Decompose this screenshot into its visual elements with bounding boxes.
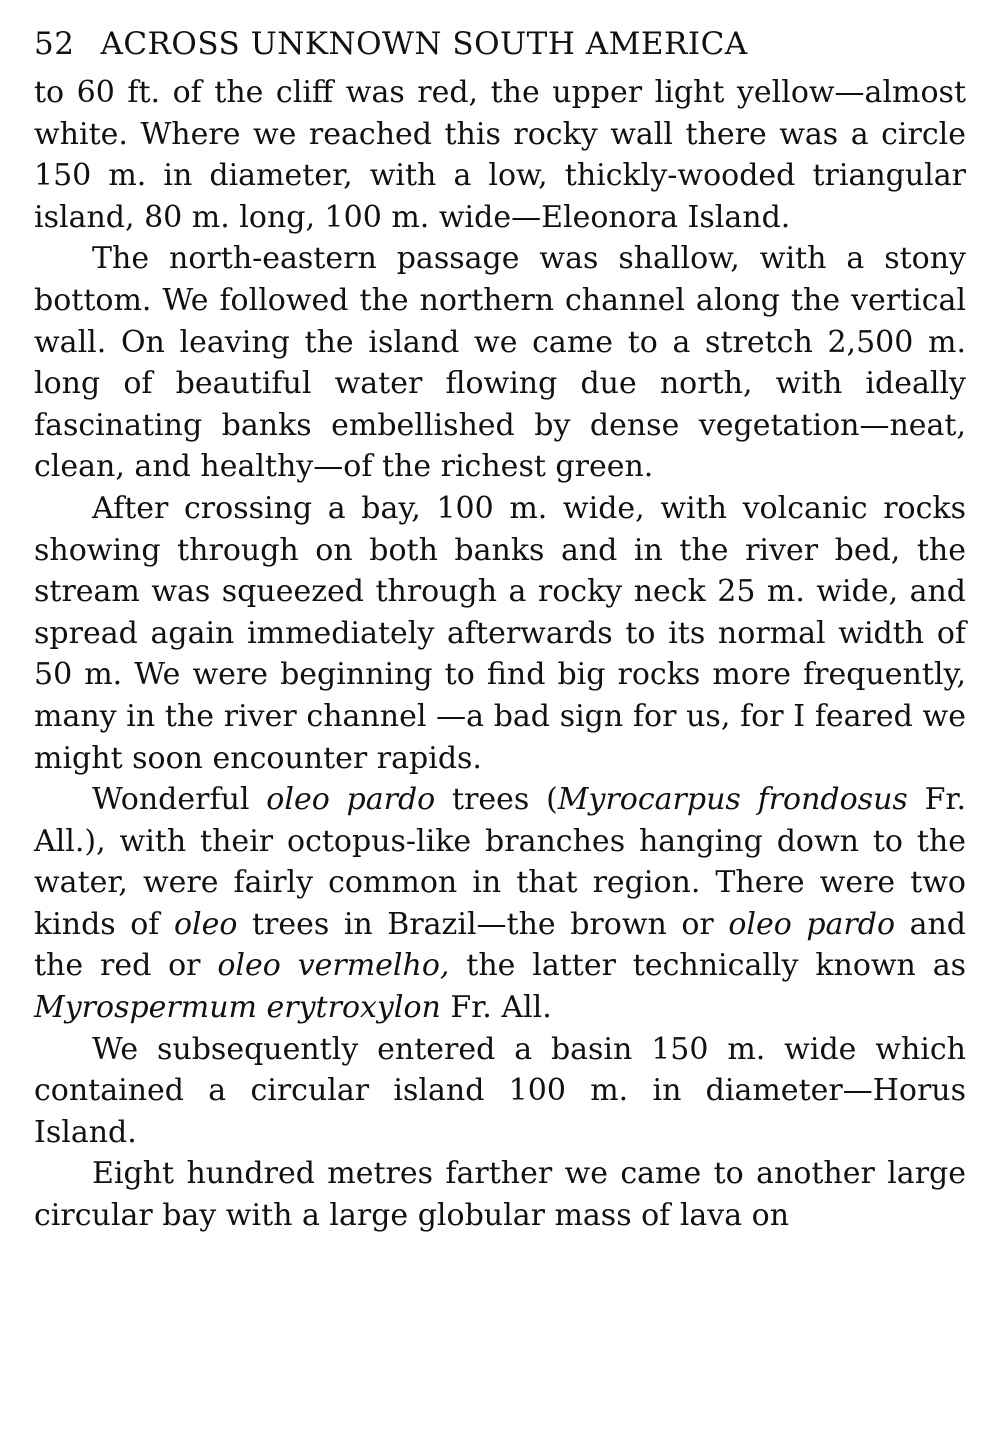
italic-text: Myrocarpus frondosus bbox=[557, 782, 908, 818]
text-run: and the red or bbox=[34, 906, 967, 984]
running-head bbox=[34, 22, 966, 66]
text-run: to 60 ft. of the cliff was red, the upper light yellow—almost white. Where we reached this rocky wall there was a circle 150 m. in diameter, with a low, thickly-wooded triangular island, 80 m. long, 100 m. wide—Eleonora Island. bbox=[34, 75, 966, 235]
paragraph bbox=[34, 1153, 966, 1236]
text-run: trees ( bbox=[435, 782, 558, 818]
text-run: Wonderful bbox=[92, 782, 267, 818]
paragraph bbox=[34, 238, 966, 488]
italic-text: oleo vermelho, bbox=[217, 948, 450, 984]
text-run: After crossing a bay, 100 m. wide, with volcanic rocks showing through on both banks and in the river bed, the stream was squeezed through a rocky neck 25 m. wide, and spread again immediately afterwards to its normal width of 50 m. We were beginning to find big rocks more frequently, many in the river channel —a bad sign for us, for I feared we might soon encounter rapids. bbox=[34, 490, 966, 776]
page-number: 52 bbox=[34, 26, 75, 62]
body-text bbox=[34, 72, 966, 1237]
text-run: The north-eastern passage was shallow, with a stony bottom. We followed the northern channel along the vertical wall. On leaving the island we came to a stretch 2,500 m. long of beautiful water flowing due north, with ideally fascinating banks embellished by dense vegetation—neat, clean, and healthy—of the richest green. bbox=[34, 241, 966, 485]
italic-text: Myrospermum erytroxylon bbox=[34, 990, 441, 1026]
paragraph bbox=[34, 488, 966, 779]
italic-text: oleo pardo bbox=[728, 906, 896, 942]
paragraph bbox=[34, 779, 966, 1029]
text-run: Eight hundred metres farther we came to another large circular bay with a large globular mass of lava on bbox=[34, 1156, 966, 1234]
book-title: ACROSS UNKNOWN SOUTH AMERICA bbox=[100, 26, 748, 62]
text-run: We subsequently entered a basin 150 m. wide which contained a circular island 100 m. in diameter—Horus Island. bbox=[34, 1031, 966, 1150]
italic-text: oleo pardo bbox=[266, 782, 436, 818]
paragraph bbox=[34, 1029, 966, 1154]
text-run: trees in Brazil—the brown or bbox=[237, 906, 729, 942]
text-run: Fr. All.), with their octopus-like branches hanging down to the water, were fairly common in that region. There were two kinds of bbox=[34, 782, 966, 942]
text-run: Fr. All. bbox=[440, 990, 552, 1026]
paragraph bbox=[34, 72, 966, 238]
text-run: the latter technically known as bbox=[449, 948, 967, 984]
italic-text: oleo bbox=[173, 906, 238, 942]
